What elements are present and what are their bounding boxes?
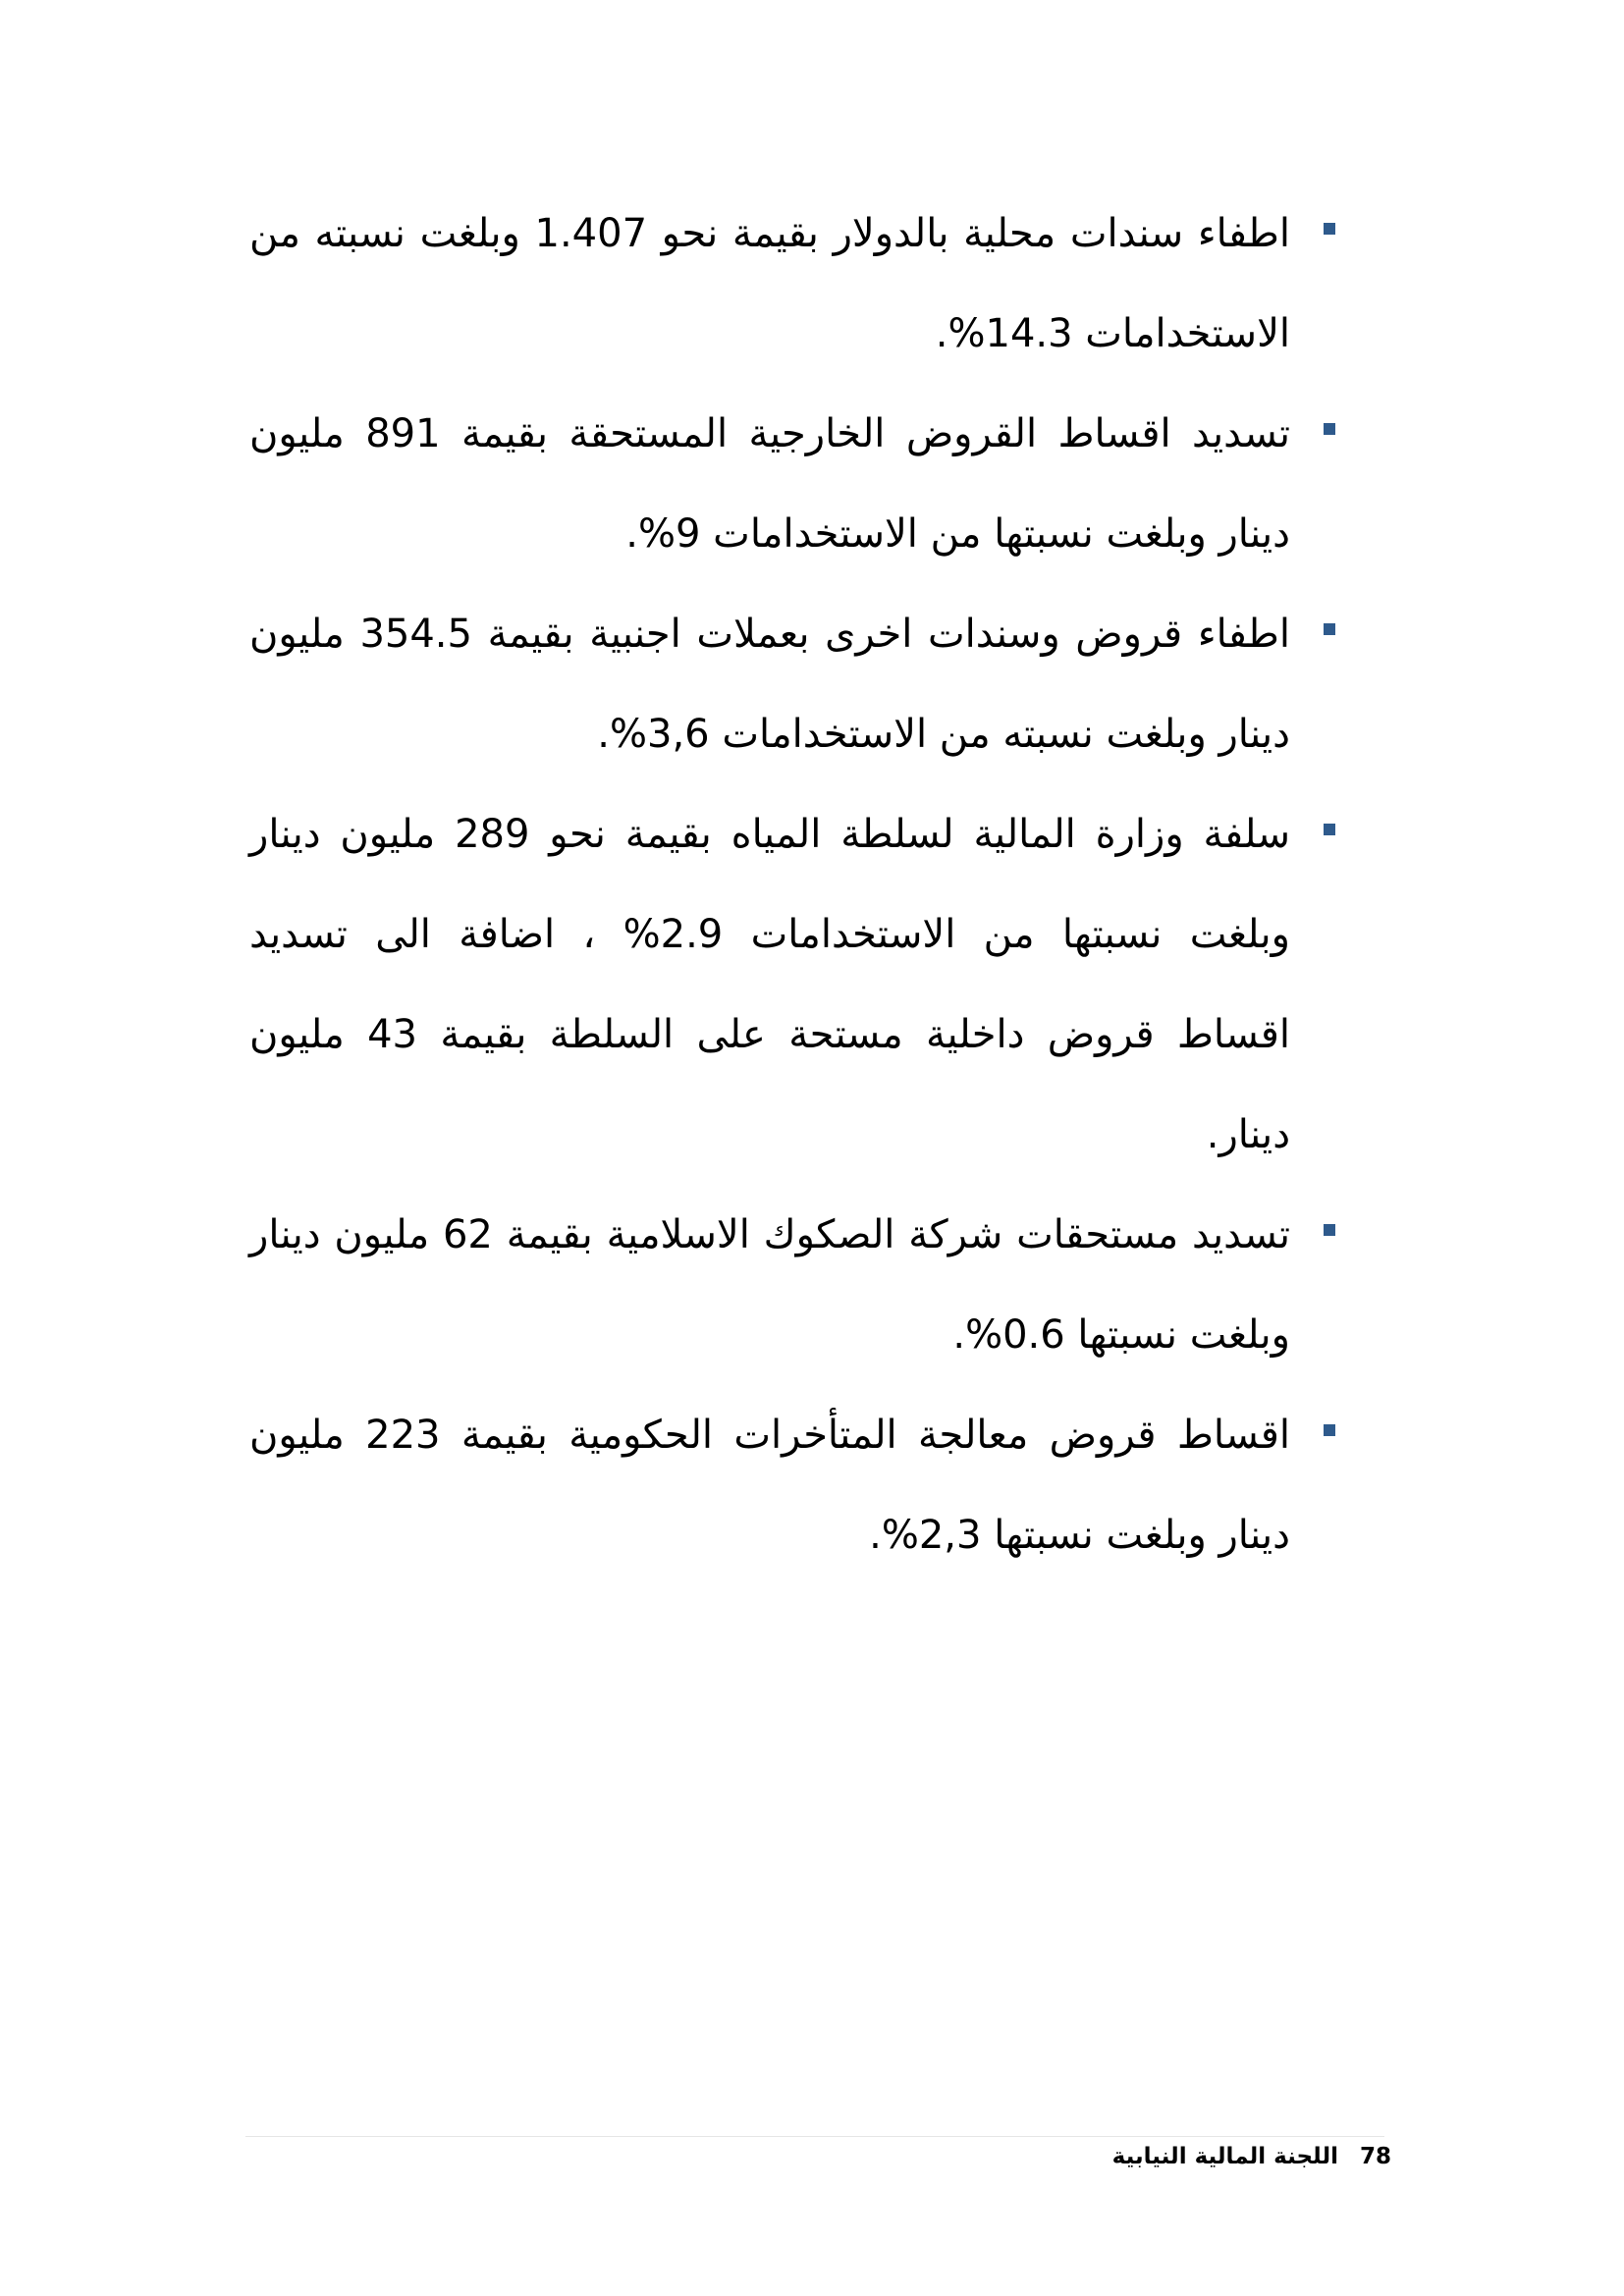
square-bullet-icon (1324, 623, 1335, 635)
list-item (249, 384, 1290, 584)
page-number: 78 (1359, 2144, 1391, 2169)
square-bullet-icon (1324, 1424, 1335, 1436)
list-item-text: تسديد مستحقات شركة الصكوك الاسلامية بقيمة 62 مليون دينار وبلغت نسبتها 0.6%. (249, 1212, 1290, 1358)
list-item (249, 784, 1290, 1185)
list-item (249, 1385, 1290, 1585)
list-item (249, 584, 1290, 784)
list-item (249, 1185, 1290, 1385)
bullet-list (249, 184, 1290, 1585)
page-body (249, 184, 1290, 1585)
footer-divider (245, 2136, 1384, 2137)
square-bullet-icon (1324, 223, 1335, 235)
list-item-text: اطفاء سندات محلية بالدولار بقيمة نحو 1.407 وبلغت نسبته من الاستخدامات 14.3%. (249, 211, 1291, 356)
list-item (249, 184, 1290, 384)
footer-title: اللجنة المالية النيابية (1111, 2144, 1338, 2169)
list-item-text: سلفة وزارة المالية لسلطة المياه بقيمة نحو 289 مليون دينار وبلغت نسبتها من الاستخدامات 2.9% ، اضافة الى تسديد اقساط قروض داخلية مستحة على السلطة بقيمة 43 مليون دينار. (249, 812, 1291, 1157)
list-item-text: اقساط قروض معالجة المتأخرات الحكومية بقيمة 223 مليون دينار وبلغت نسبتها 2,3%. (249, 1413, 1290, 1558)
list-item-text: تسديد اقساط القروض الخارجية المستحقة بقيمة 891 مليون دينار وبلغت نسبتها من الاستخدامات 9%. (249, 411, 1290, 557)
square-bullet-icon (1324, 824, 1335, 835)
square-bullet-icon (1324, 1224, 1335, 1236)
square-bullet-icon (1324, 423, 1335, 435)
list-item-text: اطفاء قروض وسندات اخرى بعملات اجنبية بقيمة 354.5 مليون دينار وبلغت نسبته من الاستخدامات 3,6%. (249, 612, 1290, 757)
page-footer (1112, 2144, 1391, 2169)
